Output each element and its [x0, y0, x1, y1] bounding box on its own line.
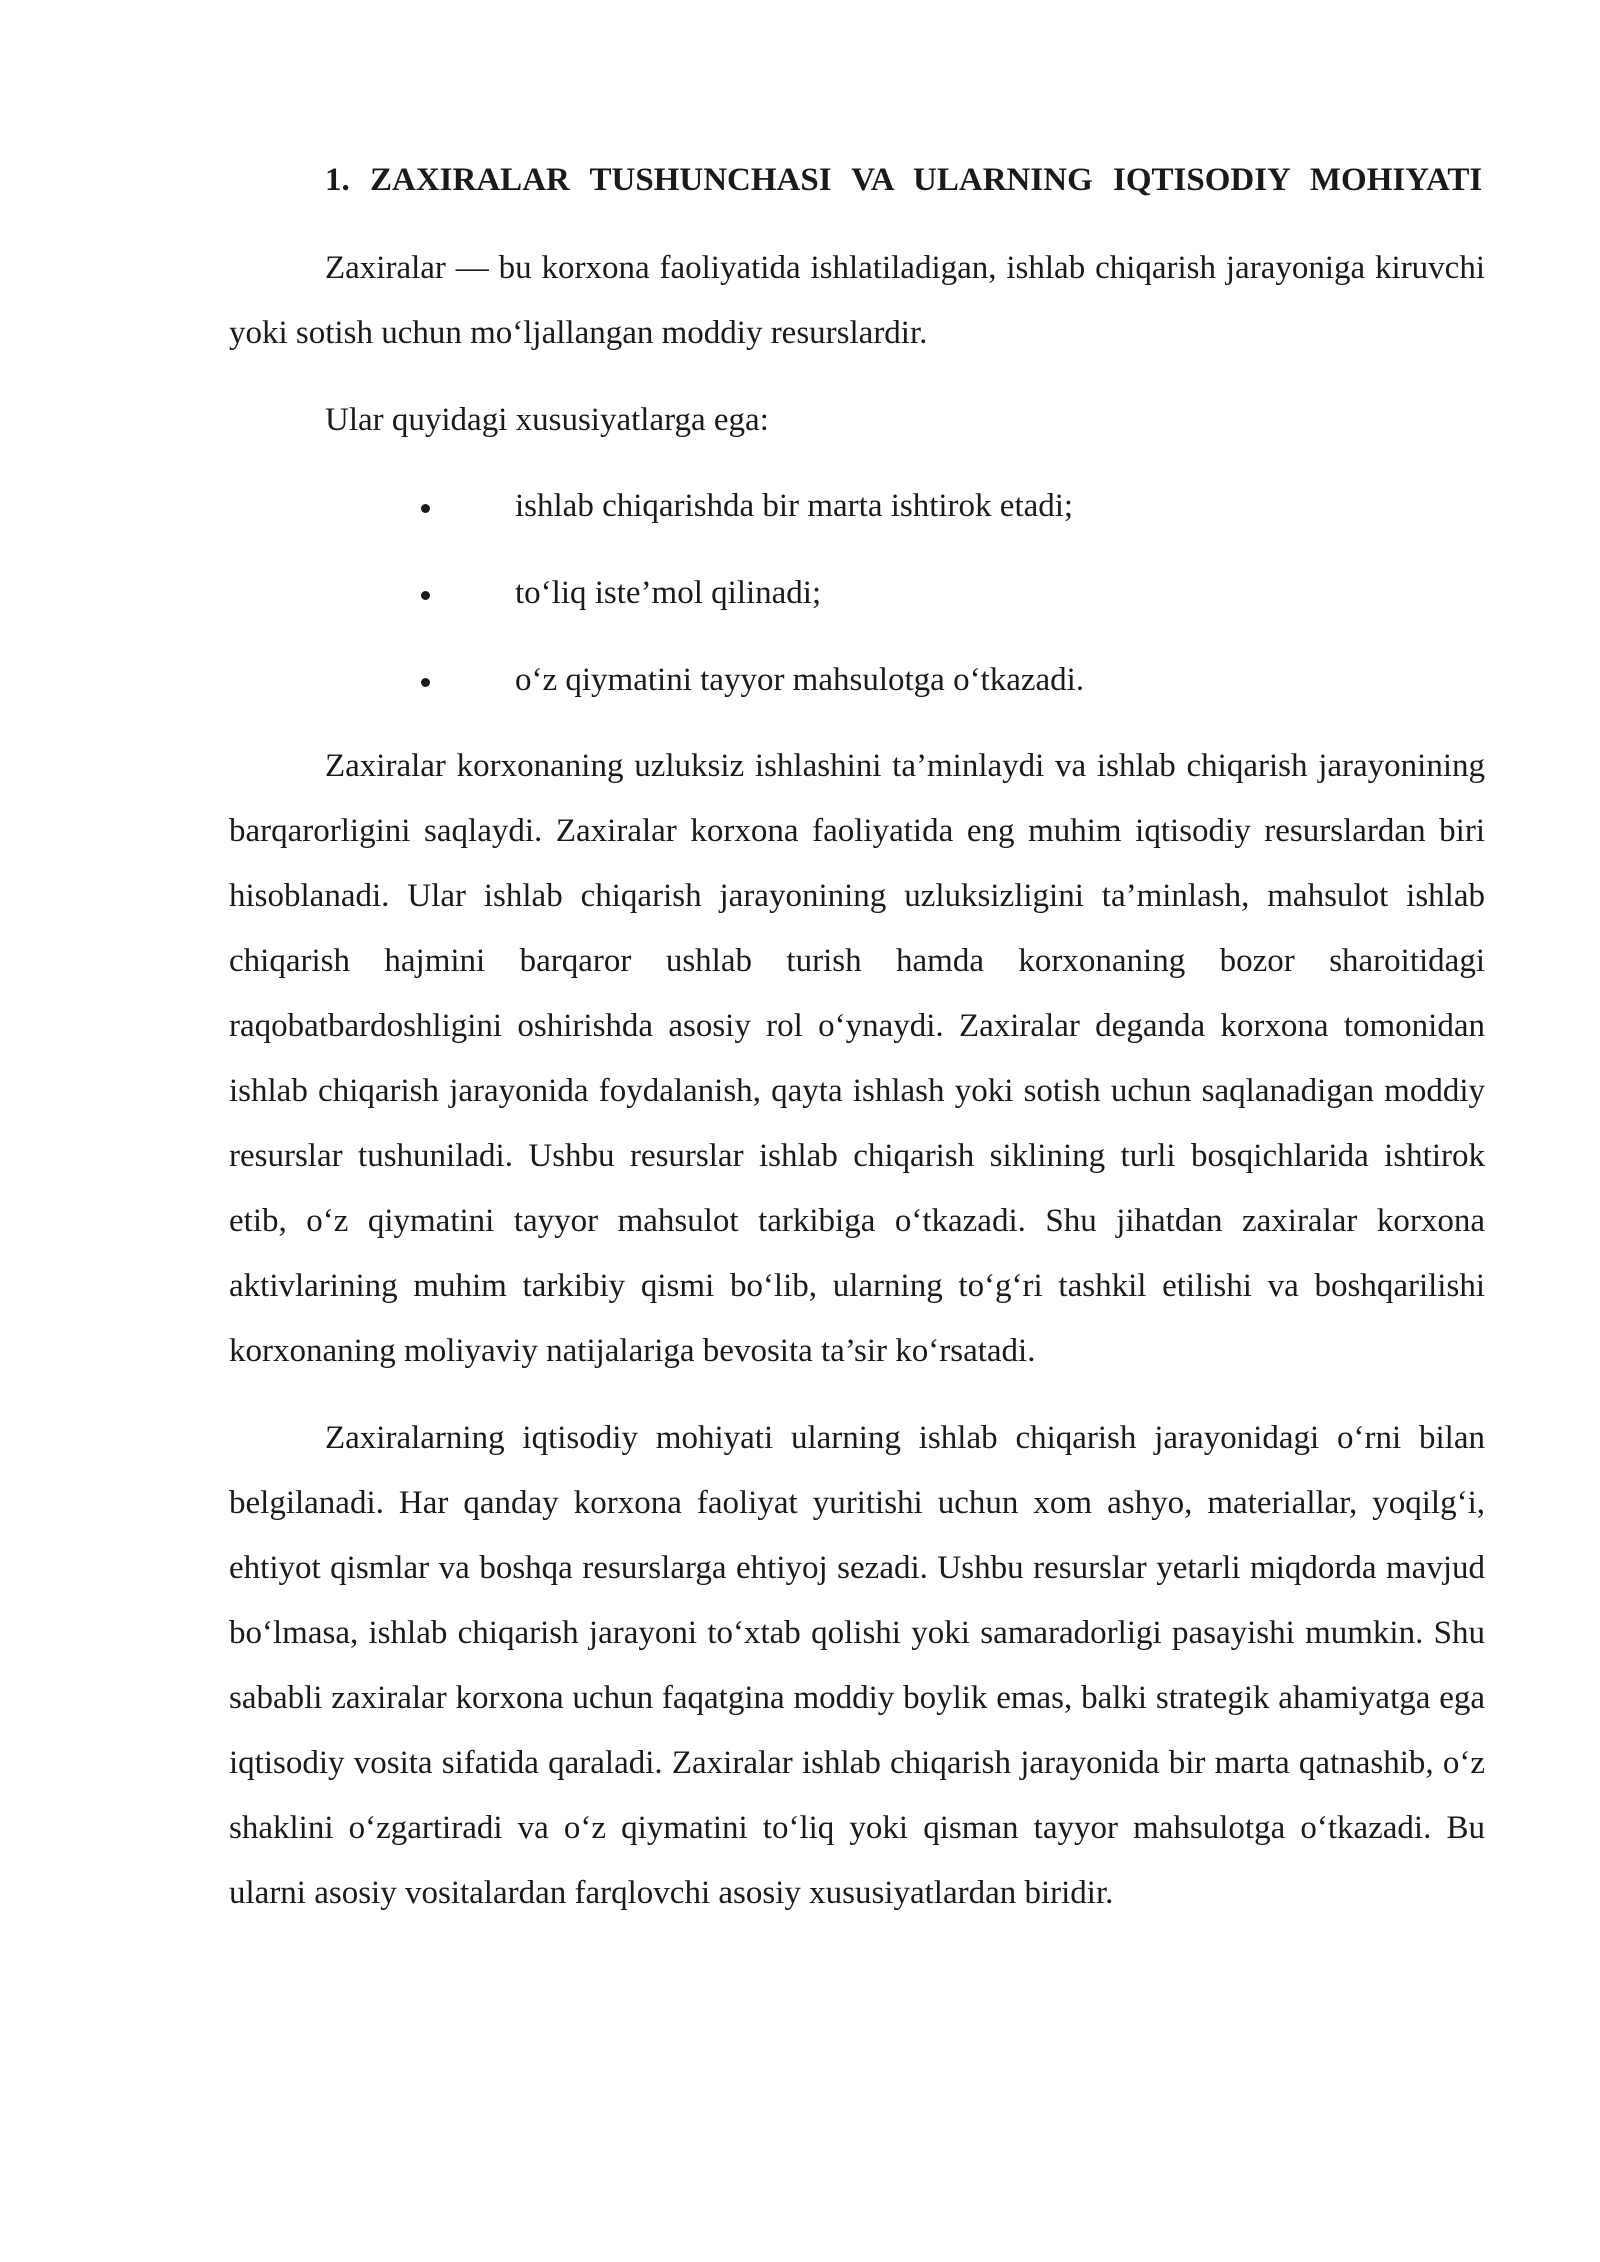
list-item-text: ishlab chiqarishda bir marta ishtirok etadi; [515, 488, 1074, 524]
list-item-text: to‘liq iste’mol qilinadi; [515, 575, 822, 611]
bullet-icon [421, 591, 430, 600]
bullet-icon [421, 678, 430, 687]
list-item [229, 561, 1485, 626]
document-page [229, 148, 1485, 1948]
body-paragraph-2: Zaxiralarning iqtisodiy mohiyati ularning ishlab chiqarish jarayonidagi o‘rni bilan belgilanadi. Har qanday korxona faoliyat yuritishi uchun xom ashyo, materiallar, yoqilg‘i, ehtiyot qismlar va boshqa resurslarga ehtiyoj sezadi. Ushbu resurslar yetarli miqdorda mavjud bo‘lmasa, ishlab chiqarish jarayoni to‘xtab qolishi yoki samaradorligi pasayishi mumkin. Shu sababli zaxiralar korxona uchun faqatgina moddiy boylik emas, balki strategik ahamiyatga ega iqtisodiy vosita sifatida qaraladi. Zaxiralar ishlab chiqarish jarayonida bir marta qatnashib, o‘z shaklini o‘zgartiradi va o‘z qiymatini to‘liq yoki qisman tayyor mahsulotga o‘tkazadi. Bu ularni asosiy vositalardan farqlovchi asosiy xususiyatlardan biridir. [229, 1420, 1485, 1911]
list-item-text: o‘z qiymatini tayyor mahsulotga o‘tkazadi. [515, 662, 1085, 698]
list-intro: Ular quyidagi xususiyatlarga ega: [325, 402, 769, 438]
section-heading: 1. ZAXIRALAR TUSHUNCHASI VA ULARNING IQTISODIY MOHIYATI [325, 162, 1483, 198]
definition-paragraph: Zaxiralar — bu korxona faoliyatida ishlatiladigan, ishlab chiqarish jarayoniga kiruvchi yoki sotish uchun mo‘ljallangan moddiy resurslardir. [229, 250, 1485, 351]
body-paragraph-1: Zaxiralar korxonaning uzluksiz ishlashini ta’minlaydi va ishlab chiqarish jarayonining barqarorligini saqlaydi. Zaxiralar korxona faoliyatida eng muhim iqtisodiy resurslardan biri hisoblanadi. Ular ishlab chiqarish jarayonining uzluksizligini ta’minlash, mahsulot ishlab chiqarish hajmini barqaror ushlab turish hamda korxonaning bozor sharoitidagi raqobatbardoshligini oshirishda asosiy rol o‘ynaydi. Zaxiralar deganda korxona tomonidan ishlab chiqarish jarayonida foydalanish, qayta ishlash yoki sotish uchun saqlanadigan moddiy resurslar tushuniladi. Ushbu resurslar ishlab chiqarish siklining turli bosqichlarida ishtirok etib, o‘z qiymatini tayyor mahsulot tarkibiga o‘tkazadi. Shu jihatdan zaxiralar korxona aktivlarining muhim tarkibiy qismi bo‘lib, ularning to‘g‘ri tashkil etilishi va boshqarilishi korxonaning moliyaviy natijalariga bevosita ta’sir ko‘rsatadi. [229, 748, 1485, 1369]
bullet-icon [421, 504, 430, 513]
list-item [229, 474, 1485, 539]
properties-list [229, 474, 1485, 713]
list-item [229, 648, 1485, 713]
